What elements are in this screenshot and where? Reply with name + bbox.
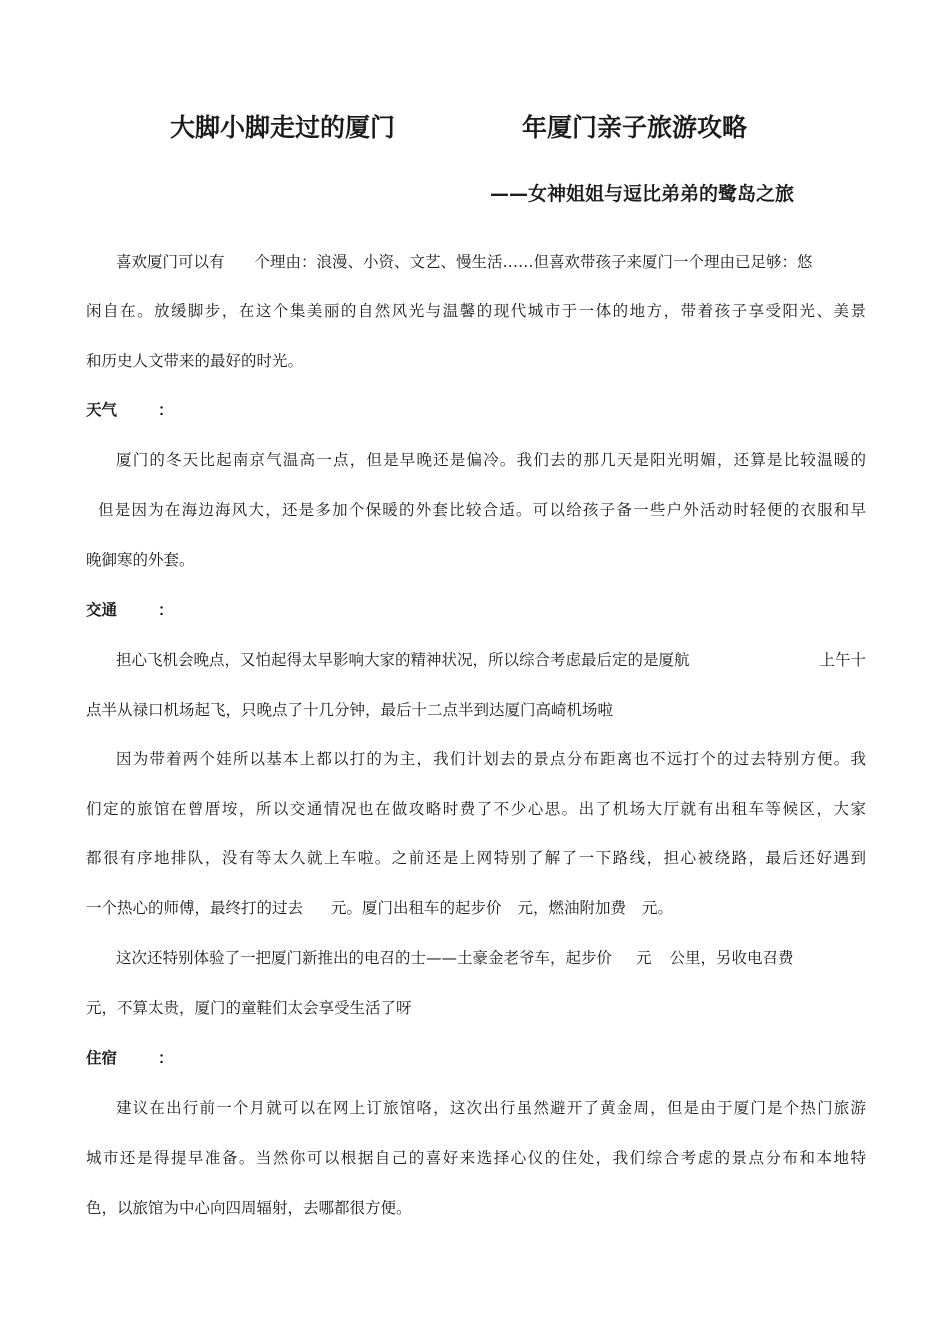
weather-line-2: 但是因为在海边海风大，还是多加个保暖的外套比较合适。可以给孩子备一些户外活动时轻便的衣服和早	[98, 501, 866, 519]
title-part-2: 年厦门亲子旅游攻略	[522, 113, 748, 142]
transport-p1-text-b: 上午十	[819, 651, 866, 669]
transport-p1-line-2: 点半从禄口机场起飞，只晚点了十几分钟，最后十二点半到达厦门高崎机场啦	[86, 701, 614, 719]
weather-line-1: 厦门的冬天比起南京气温高一点，但是早晚还是偏冷。我们去的那几天是阳光明媚，还算是比较温暖的	[116, 451, 866, 469]
transport-p1-line-1	[116, 648, 866, 672]
weather-heading: 天气	[86, 401, 118, 419]
transport-p1-text-a: 担心飞机会晚点，又怕起得太早影响大家的精神状况，所以综合考虑最后定的是厦航	[116, 651, 690, 669]
lodging-line-3: 色，以旅馆为中心向四周辐射，去哪都很方便。	[86, 1199, 412, 1217]
transport-heading: 交通	[86, 601, 118, 619]
intro-line-1	[116, 250, 866, 274]
weather-colon: ：	[158, 401, 174, 419]
transport-colon: ：	[158, 601, 174, 619]
document-subtitle: ——女神姐姐与逗比弟弟的鹭岛之旅	[490, 183, 795, 205]
transport-p2-text-d: 元。	[642, 899, 674, 917]
transport-p3-line-1	[116, 946, 866, 970]
transport-p3-text-a: 这次还特别体验了一把厦门新推出的电召的士——土豪金老爷车，起步价	[116, 949, 613, 967]
lodging-heading: 住宿	[86, 1049, 118, 1067]
lodging-line-2: 城市还是得提早准备。当然你可以根据自己的喜好来选择心仪的住处，我们综合考虑的景点分布和本地特	[86, 1149, 866, 1167]
transport-p2-line-3: 都很有序地排队，没有等太久就上车啦。之前还是上网特别了解了一下路线，担心被绕路，最后还好遇到	[86, 849, 866, 867]
lodging-line-1: 建议在出行前一个月就可以在网上订旅馆咯，这次出行虽然避开了黄金周，但是由于厦门是个热门旅游	[116, 1099, 866, 1117]
intro-text-a: 喜欢厦门可以有	[116, 253, 225, 271]
transport-p2-line-4	[86, 896, 866, 920]
transport-p2-text-b: 元。厦门出租车的起步价	[331, 899, 502, 917]
transport-p2-line-2: 们定的旅馆在曾厝垵，所以交通情况也在做攻略时费了不少心思。出了机场大厅就有出租车等候区，大家	[86, 800, 866, 818]
lodging-colon: ：	[158, 1049, 174, 1067]
transport-p3-line-2: 元，不算太贵，厦门的童鞋们太会享受生活了呀	[86, 999, 412, 1017]
document-title	[0, 108, 950, 148]
intro-line-3: 和历史人文带来的最好的时光。	[86, 352, 304, 370]
weather-line-3: 晚御寒的外套。	[86, 551, 195, 569]
title-part-1: 大脚小脚走过的厦门	[170, 113, 396, 142]
intro-line-2: 闲自在。放缓脚步，在这个集美丽的自然风光与温馨的现代城市于一体的地方，带着孩子享受阳光、美景	[86, 302, 866, 320]
intro-text-b: 个理由：浪漫、小资、文艺、慢生活……但喜欢带孩子来厦门一个理由已足够：悠	[254, 253, 813, 271]
transport-p2-line-1: 因为带着两个娃所以基本上都以打的为主，我们计划去的景点分布距离也不远打个的过去特别方便。我	[116, 750, 866, 768]
transport-p2-text-a: 一个热心的师傅，最终打的过去	[86, 899, 304, 917]
transport-p3-text-b: 元	[636, 949, 652, 967]
transport-p2-text-c: 元，燃油附加费	[517, 899, 627, 917]
transport-p3-text-c: 公里，另收电召费	[669, 949, 794, 967]
